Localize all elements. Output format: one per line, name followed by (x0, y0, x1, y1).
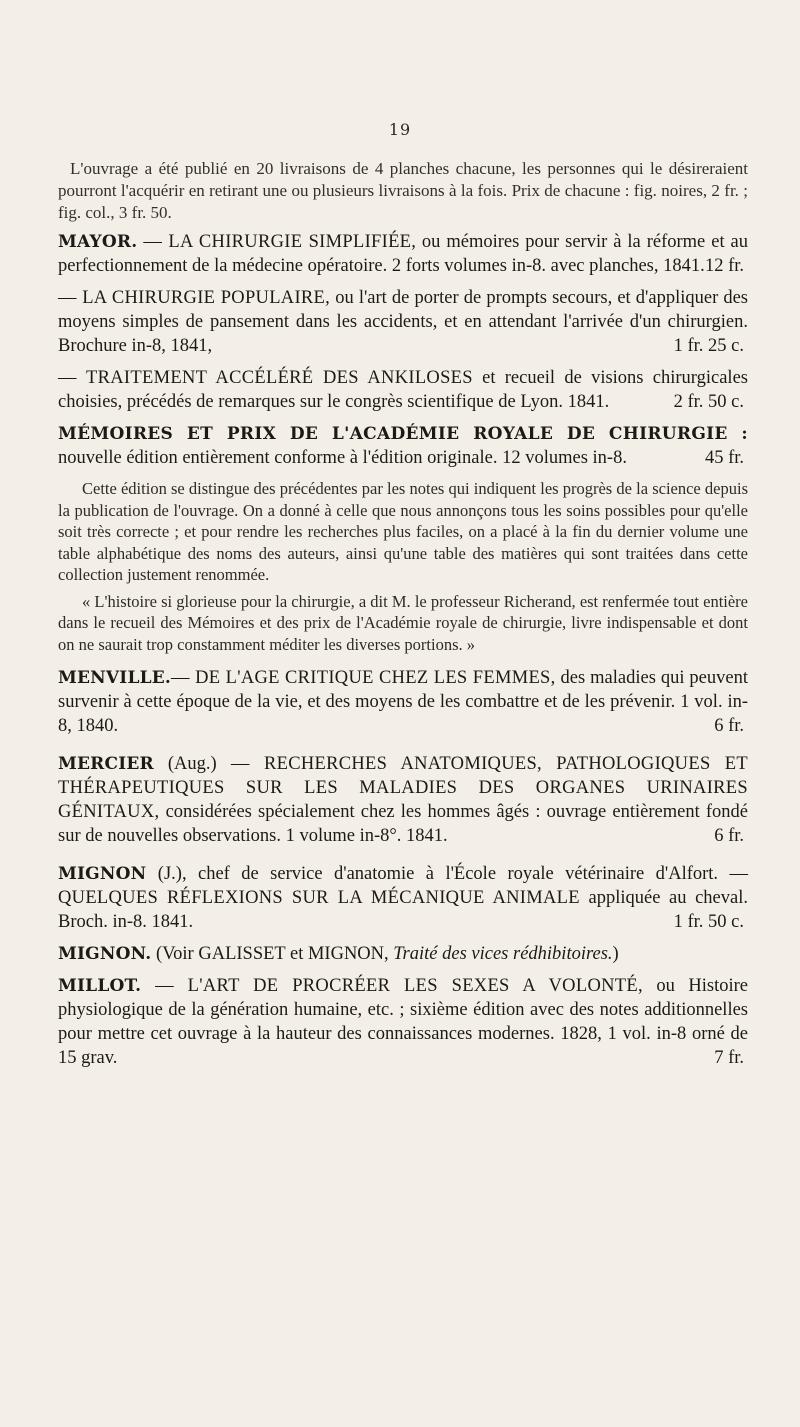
catalog-entry-mayor-chirurgie-simplifiee (58, 230, 748, 278)
entry-description: ou l'art de porter de prompts secours, et d'appliquer des moyens simples de pansement dans les accidents, et en attendant l'arrivée d'un chirurgien. Brochure in-8, 1841, (58, 288, 748, 356)
catalog-entry-millot (58, 974, 748, 1070)
catalog-content (58, 158, 748, 1078)
entry-description: nouvelle édition entièrement conforme à l'édition originale. 12 volumes in-8. (58, 448, 627, 468)
entry-title: MÉMOIRES ET PRIX DE L'ACADÉMIE ROYALE DE CHIRURGIE : (58, 424, 748, 444)
entry-title: QUELQUES RÉFLEXIONS SUR LA MÉCANIQUE ANIMALE (58, 888, 580, 908)
entry-author: MERCIER (58, 754, 154, 774)
entry-description: et recueil de visions chirurgicales choisies, précédés de remarques sur le congrès scientifique de Lyon. 1841. (58, 368, 748, 412)
entry-price: 2 fr. 50 c. (673, 392, 744, 412)
entry-author: MIGNON. (58, 944, 152, 964)
catalog-entry-mercier (58, 752, 748, 848)
entry-price: 6 fr. (714, 716, 744, 736)
entry-price: 7 fr. (714, 1048, 744, 1068)
entry-author-detail: (J.), (146, 864, 187, 884)
catalog-entry-mignon (58, 862, 748, 934)
entry-description: appliquée au cheval. Broch. in-8. 1841. (58, 888, 748, 932)
entry-title: — TRAITEMENT ACCÉLÉRÉ DES ANKILOSES (58, 368, 473, 388)
entry-price: 45 fr. (704, 448, 744, 468)
catalog-entry-memoires-academie (58, 422, 748, 470)
entry-author-role: chef de service d'anatomie à l'École royale vétérinaire d'Alfort. — (186, 864, 748, 884)
entry-title: — LA CHIRURGIE POPULAIRE, (58, 288, 331, 308)
entry-title: — DE L'AGE CRITIQUE CHEZ LES FEMMES, (171, 668, 556, 688)
entry-price: 1 fr. 50 c. (673, 912, 744, 932)
entry-author: MENVILLE. (58, 668, 172, 688)
entry-title: — RECHERCHES ANATOMIQUES, PATHOLOGIQUES ET THÉRAPEUTIQUES SUR LES MALADIES DES ORGANES URINAIRES GÉNITAUX, (58, 754, 748, 822)
catalog-entry-traitement-ankiloses (58, 366, 748, 414)
entry-author: MIGNON (58, 864, 147, 884)
catalog-entry-menville (58, 666, 748, 738)
entry-note: Cette édition se distingue des précédentes par les notes qui indiquent les progrès de la science depuis la publication de l'ouvrage. On a donné à celle que nous annonçons tous les soins possibles pour qu'elle soit très correcte ; et pour rendre les recherches plus faciles, on a placé à la fin du dernier volume une table alphabétique des noms des auteurs, ainsi qu'une table des matières qui sont traitées dans cette collection justement renommée. (58, 479, 748, 584)
entry-author-detail: (Aug.) (153, 754, 217, 774)
intro-paragraph: L'ouvrage a été publié en 20 livraisons de 4 planches chacune, les personnes qui le désireraient pourront l'acquérir en retirant une ou plusieurs livraisons à la fois. Prix de chacune : fig. noires, 2 fr. ; fig. col., 3 fr. 50. (58, 159, 748, 222)
entry-price: 1 fr. 25 c. (673, 336, 744, 356)
entry-title: — L'ART DE PROCRÉER LES SEXES A VOLONTÉ, (141, 976, 643, 996)
entry-description: ou Histoire physiologique de la génération humaine, etc. ; sixième édition avec des notes additionnelles pour mettre cet ouvrage à la hauteur des connaissances modernes. 1828, 1 vol. in-8 orné de 15 grav. (58, 976, 748, 1068)
entry-reference-title: Traité des vices rédhibitoires. (393, 944, 613, 964)
entry-price: 12 fr. (704, 256, 744, 276)
entry-description: considérées spécialement chez les hommes âgés : ouvrage entièrement fondé sur de nouvelles observations. 1 volume in-8°. 1841. (58, 802, 748, 846)
entry-reference-close: ) (612, 944, 619, 964)
entry-description: des maladies qui peuvent survenir à cette époque de la vie, et des moyens de les combattre et de les prévenir. 1 vol. in-8, 1840. (58, 668, 748, 736)
entry-author: MAYOR. (58, 232, 138, 252)
entry-author: MILLOT. (58, 976, 142, 996)
entry-description: , ou mémoires pour servir à la réforme et au perfectionnement de la médecine opératoire. 2 forts volumes in-8. avec planches, 1841. (58, 232, 749, 276)
catalog-entry-chirurgie-populaire (58, 286, 748, 358)
entry-title: — LA CHIRURGIE SIMPLIFIÉE (143, 232, 412, 252)
entry-reference: (Voir GALISSET et MIGNON, (151, 944, 394, 964)
page-number: 19 (388, 120, 412, 139)
entry-quote: « L'histoire si glorieuse pour la chirurgie, a dit M. le professeur Richerand, est renfermée tout entière dans le recueil des Mémoires et des prix de l'Académie royale de chirurgie, livre indispensable et dont on ne saurait trop constamment méditer les diverses portions. » (58, 591, 748, 654)
entry-price: 6 fr. (714, 826, 744, 846)
catalog-entry-mignon-reference (58, 942, 748, 966)
